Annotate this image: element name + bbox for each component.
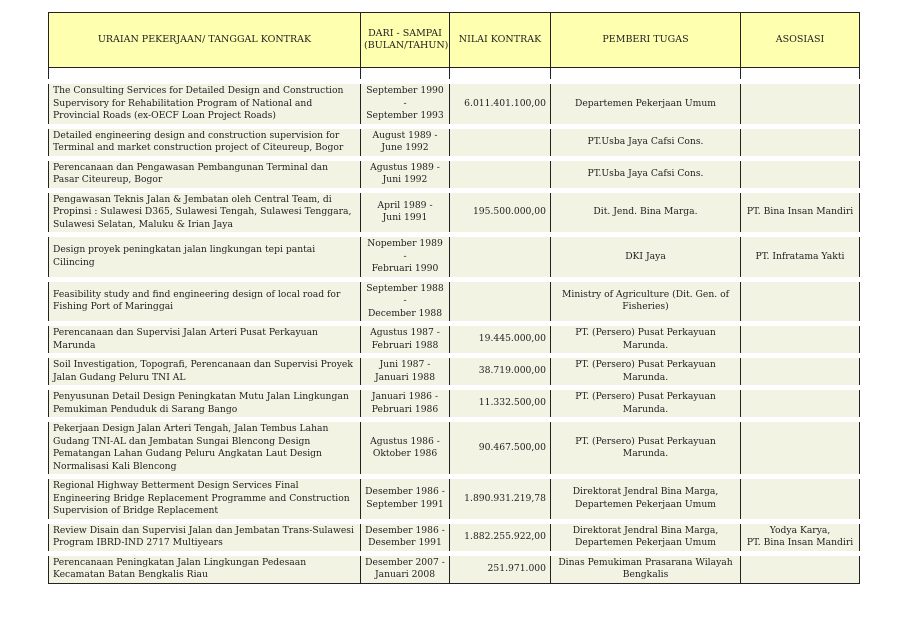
row-client [551,190,741,235]
row-contract-value [450,235,551,280]
row-contract-value: 1.882.255.922,00 [450,521,551,553]
row-period [361,82,450,127]
row-client [551,388,741,420]
row-period-end: Februari 1990 [371,263,439,274]
row-period-end: Februari 1988 [371,339,439,351]
row-period-start: August 1989 - [372,129,438,141]
table-row [49,235,860,280]
row-client-line2: Departemen Pekerjaan Umum [575,498,716,510]
row-description: Design proyek peningkatan jalan lingkungan tepi pantai Cilincing [49,235,361,280]
row-period-start: Desember 1986 - [365,524,445,536]
table-row [49,324,860,356]
row-client-line2: Fisheries) [622,301,669,313]
row-client-line1: Ministry of Agriculture (Dit. Gen. of [561,288,730,300]
row-contract-value: 90.467.500,00 [450,420,551,477]
row-period-end: Desember 1991 [368,537,442,548]
row-association [741,521,860,553]
table-row [49,356,860,388]
row-client-line2: Bengkalis [622,569,669,580]
row-client [551,158,741,190]
row-client [551,324,741,356]
table-row [49,420,860,477]
row-period-end: Januari 1988 [374,371,436,383]
row-period [361,553,450,583]
row-period-start: September 1988 - [366,282,444,306]
row-period-start: Agustus 1987 - [370,327,440,338]
row-client-line1: PT. (Persero) Pusat Perkayuan Marunda. [575,391,716,415]
row-association-line1: PT. Bina Insan Mandiri [746,206,854,217]
row-period [361,235,450,280]
row-period-start: Agustus 1989 - [370,161,440,173]
table-row [49,158,860,190]
row-association [741,126,860,158]
row-client-line1: Dit. Jend. Bina Marga. [593,206,698,217]
row-contract-value: 11.332.500,00 [450,388,551,420]
row-period-end: Oktober 1986 [372,448,438,459]
row-client-line1: PT. (Persero) Pusat Perkayuan Marunda. [575,435,716,459]
row-association [741,420,860,477]
row-association [741,324,860,356]
header-period-line2: (BULAN/TAHUN) [364,40,449,51]
table-body [49,82,860,584]
header-client: PEMBERI TUGAS [551,13,741,68]
row-period-start: Agustus 1986 - [370,435,440,447]
row-client-line1: PT. (Persero) Pusat Perkayuan Marunda. [575,359,716,383]
row-period [361,324,450,356]
row-association [741,356,860,388]
row-period-start: April 1989 - [377,199,433,211]
row-client-line2: Departemen Pekerjaan Umum [575,537,716,548]
header-description: URAIAN PEKERJAAN/ TANGGAL KONTRAK [49,13,361,68]
row-client-line1: PT.Usba Jaya Cafsi Cons. [587,167,704,179]
row-client [551,553,741,583]
row-period-start: September 1990 - [366,85,444,109]
row-contract-value: 38.719.000,00 [450,356,551,388]
row-period [361,388,450,420]
header-spacer [49,68,860,82]
row-description: Detailed engineering design and construction supervision for Terminal and market construction project of Citeureup, Bogor [49,126,361,158]
row-association [741,477,860,522]
row-description: Soil Investigation, Topografi, Perencanaan dan Supervisi Proyek Jalan Gudang Peluru TNI AL [49,356,361,388]
row-period-end: Januari 2008 [374,569,436,580]
row-client [551,235,741,280]
spacer-row [49,68,860,82]
row-client [551,420,741,477]
row-period-end: December 1988 [367,307,443,319]
row-association [741,235,860,280]
row-contract-value: 19.445.000,00 [450,324,551,356]
row-contract-value [450,126,551,158]
table-row [49,126,860,158]
row-client-line1: Dinas Pemukiman Prasarana Wilayah [558,556,733,568]
row-contract-value: 1.890.931.219,78 [450,477,551,522]
row-period-end: Juni 1992 [382,174,428,185]
row-description: Perencanaan dan Supervisi Jalan Arteri Pusat Perkayuan Marunda [49,324,361,356]
row-description: Perencanaan dan Pengawasan Pembangunan Terminal dan Pasar Citeureup, Bogor [49,158,361,190]
row-period-start: Nopember 1989 - [367,238,443,262]
table-row [49,388,860,420]
row-description: Review Disain dan Supervisi Jalan dan Jembatan Trans-Sulawesi Program IBRD-IND 2717 Multiyears [49,521,361,553]
row-association [741,279,860,324]
row-association [741,388,860,420]
row-period [361,521,450,553]
row-client-line1: DKI Jaya [625,250,666,262]
row-period-end: September 1991 [366,498,444,510]
header-period-line1: DARI - SAMPAI [368,28,442,39]
row-contract-value: 6.011.401.100,00 [450,82,551,127]
row-period [361,279,450,324]
row-period [361,477,450,522]
table-row [49,477,860,522]
row-contract-value: 251.971.000 [450,553,551,583]
row-association-line1: Yodya Karya, [769,524,831,536]
row-period-end: September 1993 [366,110,444,121]
row-period-end: Juni 1991 [382,212,428,224]
header-period [361,13,450,68]
row-client-line1: PT. (Persero) Pusat Perkayuan Marunda. [575,327,716,351]
row-association [741,158,860,190]
row-description: Perencanaan Peningkatan Jalan Lingkungan Pedesaan Kecamatan Batan Bengkalis Riau [49,553,361,583]
row-client [551,477,741,522]
row-period-end: June 1992 [381,142,429,153]
header-association: ASOSIASI [741,13,860,68]
row-description: Pengawasan Teknis Jalan & Jembatan oleh Central Team, di Propinsi : Sulawesi D365, Sulawesi Tengah, Sulawesi Tenggara, Sulawesi Selatan, Maluku & Irian Jaya [49,190,361,235]
row-description: Pekerjaan Design Jalan Arteri Tengah, Jalan Tembus Lahan Gudang TNI-AL dan Jembatan Sungai Blencong Design Pematangan Lahan Gudang Peluru Angkatan Laut Design Normalisasi Kali Blencong [49,420,361,477]
row-period-start: Januari 1986 - [371,391,439,402]
row-client-line1: PT.Usba Jaya Cafsi Cons. [587,135,704,147]
table-row [49,521,860,553]
row-description: Penyusunan Detail Design Peningkatan Mutu Jalan Lingkungan Pemukiman Penduduk di Sarang Bango [49,388,361,420]
row-period [361,158,450,190]
row-association-line1: PT. Infratama Yakti [755,250,845,262]
table-row [49,190,860,235]
row-association-line2: PT. Bina Insan Mandiri [746,537,854,548]
row-period [361,190,450,235]
table-row [49,553,860,583]
row-client-line1: Departemen Pekerjaan Umum [575,97,716,109]
row-description: Regional Highway Betterment Design Services Final Engineering Bridge Replacement Programme and Construction Supervision of Bridge Replacement [49,477,361,522]
header-row [49,13,860,68]
row-client-line1: Direktorat Jendral Bina Marga, [572,486,719,498]
row-description: Feasibility study and find engineering design of local road for Fishing Port of Maringgai [49,279,361,324]
row-period-end: Pebruari 1986 [371,403,439,415]
table-row [49,279,860,324]
row-period [361,420,450,477]
row-client [551,279,741,324]
row-period [361,356,450,388]
row-association [741,190,860,235]
table-header [49,13,860,68]
row-period-start: Juni 1987 - [379,359,431,370]
header-value: NILAI KONTRAK [450,13,551,68]
row-contract-value: 195.500.000,00 [450,190,551,235]
row-client [551,521,741,553]
contract-history-table [48,12,860,584]
row-client [551,82,741,127]
table-row [49,82,860,127]
row-association [741,82,860,127]
row-contract-value [450,158,551,190]
row-period [361,126,450,158]
row-client [551,126,741,158]
row-period-start: Desember 1986 - [365,486,445,498]
contract-table-container [48,12,859,584]
row-association [741,553,860,583]
row-period-start: Desember 2007 - [365,556,445,568]
row-client-line1: Direktorat Jendral Bina Marga, [572,524,719,536]
row-client [551,356,741,388]
row-contract-value [450,279,551,324]
row-description: The Consulting Services for Detailed Design and Construction Supervisory for Rehabilitation Program of National and Provincial Roads (ex-OECF Loan Project Roads) [49,82,361,127]
